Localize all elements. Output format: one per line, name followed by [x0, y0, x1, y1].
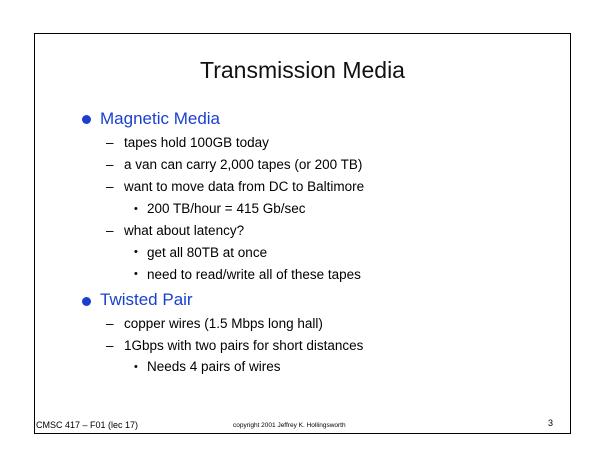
- small-bullet-icon: •: [134, 268, 138, 280]
- list-item: need to read/write all of these tapes: [147, 267, 361, 282]
- dash-icon: –: [106, 223, 114, 238]
- list-item: 1Gbps with two pairs for short distances: [124, 338, 364, 353]
- list-item: what about latency?: [124, 223, 245, 238]
- footer-copyright: copyright 2001 Jeffrey K. Hollingsworth: [233, 422, 346, 429]
- small-bullet-icon: •: [134, 361, 138, 373]
- dash-icon: –: [106, 316, 114, 331]
- bullet-dot-icon: [82, 115, 91, 124]
- list-item: 200 TB/hour = 415 Gb/sec: [147, 201, 306, 216]
- slide-title: Transmission Media: [200, 57, 405, 83]
- bullet-dot-icon: [82, 297, 91, 306]
- slide-frame: [34, 33, 571, 434]
- section-heading-magnetic-media: Magnetic Media: [100, 109, 221, 128]
- list-item: a van can carry 2,000 tapes (or 200 TB): [124, 157, 363, 172]
- dash-icon: –: [106, 135, 114, 150]
- dash-icon: –: [106, 179, 114, 194]
- section-heading-twisted-pair: Twisted Pair: [100, 290, 193, 309]
- page-number: 3: [548, 418, 554, 428]
- footer-course: CMSC 417 – F01 (lec 17): [36, 420, 139, 430]
- list-item: Needs 4 pairs of wires: [147, 359, 281, 374]
- list-item: tapes hold 100GB today: [124, 135, 269, 150]
- dash-icon: –: [106, 157, 114, 172]
- list-item: get all 80TB at once: [147, 245, 268, 260]
- list-item: copper wires (1.5 Mbps long hall): [124, 316, 323, 331]
- small-bullet-icon: •: [134, 203, 138, 215]
- small-bullet-icon: •: [134, 246, 138, 258]
- list-item: want to move data from DC to Baltimore: [124, 179, 365, 194]
- dash-icon: –: [106, 338, 114, 353]
